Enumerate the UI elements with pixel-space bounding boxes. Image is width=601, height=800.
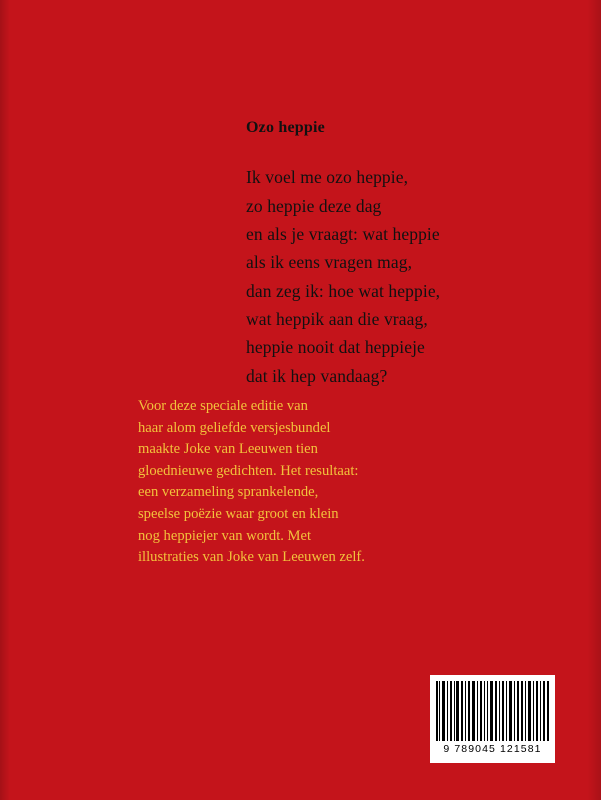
barcode-block: [430, 675, 555, 763]
barcode-icon: [436, 681, 549, 741]
blurb-line: een verzameling sprankelende,: [138, 484, 319, 501]
poem-block: [246, 118, 546, 390]
poem-line: dan zeg ik: hoe wat heppie,: [246, 280, 441, 301]
blurb-line: speelse poëzie waar groot en klein: [138, 505, 339, 522]
poem-body: [246, 163, 546, 390]
poem-line: dat ik hep vandaag?: [246, 365, 388, 386]
barcode-number: 9 789045 121581: [443, 743, 542, 755]
poem-line: als ik eens vragen mag,: [246, 252, 413, 273]
poem-line: Ik voel me ozo heppie,: [246, 167, 409, 188]
blurb-line: Voor deze speciale editie van: [138, 398, 308, 414]
blurb-line: illustraties van Joke van Leeuwen zelf.: [138, 549, 365, 566]
poem-line: heppie nooit dat heppieje: [246, 337, 425, 358]
blurb-line: nog heppiejer van wordt. Met: [138, 527, 312, 544]
blurb-line: gloednieuwe gedichten. Het resultaat:: [138, 462, 359, 479]
blurb-text: [138, 396, 428, 569]
poem-line: zo heppie deze dag: [246, 195, 382, 216]
poem-title: Ozo heppie: [246, 119, 325, 136]
poem-line: en als je vraagt: wat heppie: [246, 223, 440, 244]
blurb-line: maakte Joke van Leeuwen tien: [138, 441, 318, 458]
blurb-line: haar alom geliefde versjesbundel: [138, 419, 331, 436]
poem-line: wat heppik aan die vraag,: [246, 308, 428, 329]
